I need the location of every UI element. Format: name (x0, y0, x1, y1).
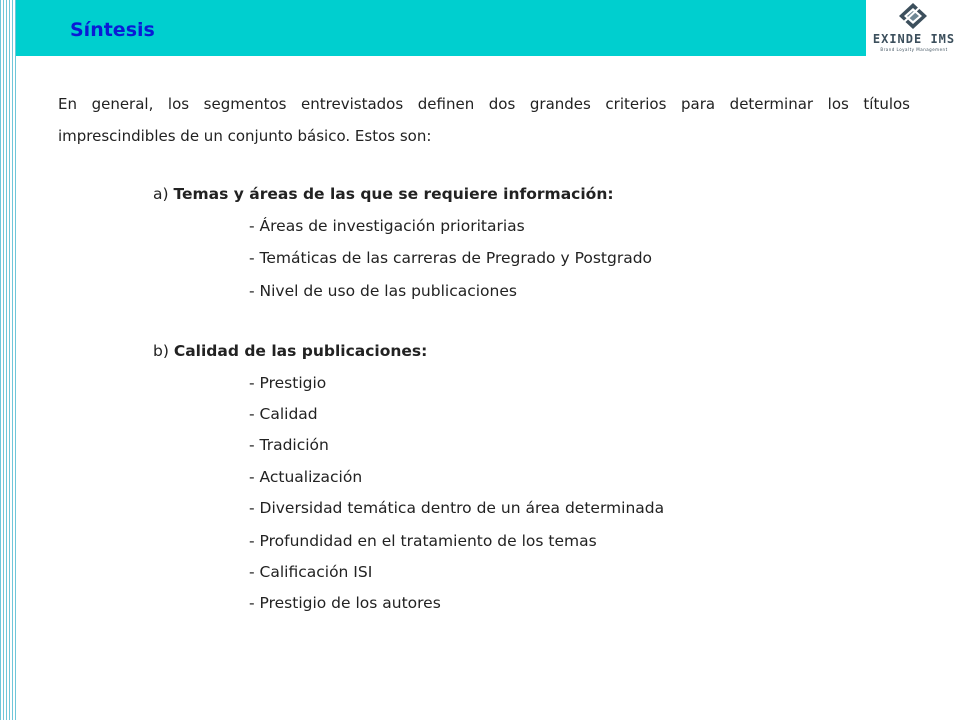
section-b-title: Calidad de las publicaciones: (173, 342, 428, 360)
section-b-heading (153, 342, 427, 360)
section-a-item: - Áreas de investigación prioritarias (249, 217, 525, 235)
section-b-item: - Prestigio de los autores (249, 594, 441, 612)
diamond-logo-icon (898, 2, 928, 30)
slide-title: Síntesis (70, 19, 155, 41)
section-b-item: - Actualización (249, 468, 363, 486)
logo-name: EXINDE IMS (872, 32, 956, 46)
section-b-item: - Calidad (249, 405, 318, 423)
section-b-item: - Prestigio (249, 374, 327, 392)
section-a-heading (153, 185, 614, 203)
section-b-item: - Tradición (249, 436, 329, 454)
left-stripe-decoration (0, 0, 16, 720)
section-a-item: - Nivel de uso de las publicaciones (249, 282, 517, 300)
logo (866, 0, 960, 56)
section-b-item: - Diversidad temática dentro de un área determinada (249, 499, 665, 517)
section-b-prefix: b) (153, 342, 169, 360)
section-a-prefix: a) (153, 185, 169, 203)
section-a-title: Temas y áreas de las que se requiere información: (173, 185, 614, 203)
header-bar (16, 0, 866, 56)
intro-paragraph: En general, los segmentos entrevistados definen dos grandes criterios para determinar los títulos imprescindibles de un conjunto básico. Estos son: (58, 95, 910, 145)
section-b-item: - Calificación ISI (249, 563, 373, 581)
logo-tagline: Brand Loyalty Management (880, 47, 948, 52)
section-a-item: - Temáticas de las carreras de Pregrado y Postgrado (249, 249, 653, 267)
section-b-item: - Profundidad en el tratamiento de los temas (249, 532, 597, 550)
